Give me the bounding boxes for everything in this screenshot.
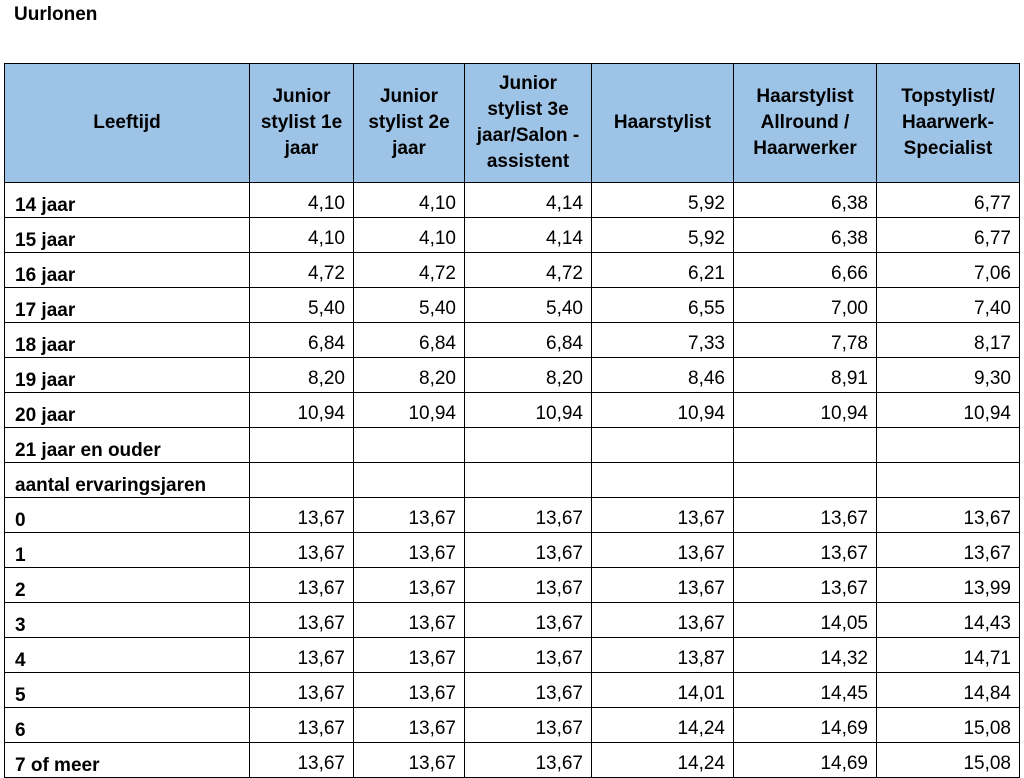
table-cell: 4,72 <box>354 253 465 288</box>
table-cell: 13,67 <box>354 743 465 778</box>
table-row <box>5 463 1020 498</box>
table-cell: 13,99 <box>877 568 1020 603</box>
table-row <box>5 393 1020 428</box>
table-cell: 13,67 <box>250 533 354 568</box>
table-row <box>5 358 1020 393</box>
table-cell: 13,67 <box>734 498 877 533</box>
table-cell: 7,06 <box>877 253 1020 288</box>
row-label: 19 jaar <box>5 358 250 393</box>
column-header-junior-2: Junior stylist 2e jaar <box>354 64 465 183</box>
table-cell: 4,10 <box>250 183 354 218</box>
table-cell <box>592 428 734 463</box>
table-cell <box>877 428 1020 463</box>
table-cell: 10,94 <box>734 393 877 428</box>
table-cell: 13,67 <box>465 708 592 743</box>
table-cell <box>354 463 465 498</box>
table-row <box>5 743 1020 778</box>
table-cell: 4,10 <box>250 218 354 253</box>
table-cell <box>592 463 734 498</box>
table-header-row <box>5 64 1020 183</box>
table-cell: 13,67 <box>250 568 354 603</box>
table-cell: 14,01 <box>592 673 734 708</box>
table-cell: 4,10 <box>354 218 465 253</box>
table-cell: 13,67 <box>592 603 734 638</box>
table-cell: 14,69 <box>734 743 877 778</box>
table-cell: 13,67 <box>877 498 1020 533</box>
row-label: 16 jaar <box>5 253 250 288</box>
table-cell <box>250 428 354 463</box>
table-cell <box>354 428 465 463</box>
table-row <box>5 218 1020 253</box>
table-cell: 6,77 <box>877 183 1020 218</box>
row-label: 21 jaar en ouder <box>5 428 250 463</box>
table-cell: 8,17 <box>877 323 1020 358</box>
table-cell <box>465 463 592 498</box>
table-cell: 14,43 <box>877 603 1020 638</box>
table-cell: 13,67 <box>250 673 354 708</box>
table-row <box>5 183 1020 218</box>
table-cell: 13,67 <box>354 533 465 568</box>
row-label: aantal ervaringsjaren <box>5 463 250 498</box>
table-cell: 13,67 <box>354 498 465 533</box>
table-cell: 13,67 <box>250 638 354 673</box>
table-row <box>5 708 1020 743</box>
row-label: 6 <box>5 708 250 743</box>
table-cell: 10,94 <box>592 393 734 428</box>
table-cell: 5,40 <box>250 288 354 323</box>
table-row <box>5 603 1020 638</box>
table-cell: 10,94 <box>354 393 465 428</box>
table-cell: 14,84 <box>877 673 1020 708</box>
table-cell: 5,40 <box>354 288 465 323</box>
table-cell: 13,67 <box>250 708 354 743</box>
table-row <box>5 498 1020 533</box>
row-label: 5 <box>5 673 250 708</box>
table-cell: 14,71 <box>877 638 1020 673</box>
table-cell: 14,32 <box>734 638 877 673</box>
table-cell: 9,30 <box>877 358 1020 393</box>
table-cell: 14,69 <box>734 708 877 743</box>
table-cell: 8,91 <box>734 358 877 393</box>
row-label: 14 jaar <box>5 183 250 218</box>
table-cell: 5,92 <box>592 218 734 253</box>
table-row <box>5 568 1020 603</box>
table-cell: 13,67 <box>250 603 354 638</box>
page-title: Uurlonen <box>14 4 98 25</box>
table-cell: 13,67 <box>465 568 592 603</box>
table-cell: 14,05 <box>734 603 877 638</box>
table-cell: 6,66 <box>734 253 877 288</box>
table-cell: 8,46 <box>592 358 734 393</box>
table-cell: 4,72 <box>465 253 592 288</box>
table-cell: 8,20 <box>354 358 465 393</box>
table-cell: 5,40 <box>465 288 592 323</box>
column-header-leeftijd: Leeftijd <box>5 64 250 183</box>
table-cell: 13,67 <box>465 603 592 638</box>
table-row <box>5 253 1020 288</box>
table-cell: 13,67 <box>465 673 592 708</box>
table-cell: 6,84 <box>354 323 465 358</box>
table-cell: 6,84 <box>465 323 592 358</box>
table-cell: 14,24 <box>592 743 734 778</box>
table-row <box>5 288 1020 323</box>
row-label: 7 of meer <box>5 743 250 778</box>
wage-table <box>4 63 1020 778</box>
table-cell: 13,67 <box>354 638 465 673</box>
table-cell: 13,67 <box>250 498 354 533</box>
table-cell <box>734 463 877 498</box>
table-cell: 6,38 <box>734 218 877 253</box>
table-cell <box>465 428 592 463</box>
table-cell: 5,92 <box>592 183 734 218</box>
table-row <box>5 323 1020 358</box>
table-cell: 4,14 <box>465 183 592 218</box>
table-cell <box>250 463 354 498</box>
row-label: 0 <box>5 498 250 533</box>
table-cell: 13,67 <box>354 603 465 638</box>
table-cell: 14,45 <box>734 673 877 708</box>
column-header-haarstylist: Haarstylist <box>592 64 734 183</box>
table-cell: 8,20 <box>465 358 592 393</box>
row-label: 3 <box>5 603 250 638</box>
table-cell: 10,94 <box>250 393 354 428</box>
table-row <box>5 533 1020 568</box>
table-cell: 10,94 <box>465 393 592 428</box>
row-label: 15 jaar <box>5 218 250 253</box>
table-cell: 13,87 <box>592 638 734 673</box>
row-label: 18 jaar <box>5 323 250 358</box>
table-cell: 13,67 <box>465 533 592 568</box>
table-row <box>5 673 1020 708</box>
table-row <box>5 638 1020 673</box>
table-cell: 6,77 <box>877 218 1020 253</box>
table-cell: 13,67 <box>250 743 354 778</box>
table-cell: 13,67 <box>734 533 877 568</box>
table-cell: 13,67 <box>592 533 734 568</box>
table-cell: 13,67 <box>592 498 734 533</box>
column-header-junior-1: Junior stylist 1e jaar <box>250 64 354 183</box>
table-cell: 13,67 <box>354 568 465 603</box>
table-cell: 15,08 <box>877 708 1020 743</box>
table-cell: 13,67 <box>354 708 465 743</box>
table-cell: 13,67 <box>465 498 592 533</box>
table-cell: 7,00 <box>734 288 877 323</box>
row-label: 20 jaar <box>5 393 250 428</box>
table-cell: 6,38 <box>734 183 877 218</box>
row-label: 4 <box>5 638 250 673</box>
table-cell: 4,72 <box>250 253 354 288</box>
row-label: 1 <box>5 533 250 568</box>
table-cell: 8,20 <box>250 358 354 393</box>
table-cell: 13,67 <box>734 568 877 603</box>
table-cell: 13,67 <box>465 743 592 778</box>
table-cell: 13,67 <box>354 673 465 708</box>
row-label: 17 jaar <box>5 288 250 323</box>
column-header-topstylist: Topstylist/ Haarwerk-Specialist <box>877 64 1020 183</box>
table-cell: 7,40 <box>877 288 1020 323</box>
column-header-junior-3: Junior stylist 3e jaar/Salon -assistent <box>465 64 592 183</box>
table-row <box>5 428 1020 463</box>
table-cell: 14,24 <box>592 708 734 743</box>
row-label: 2 <box>5 568 250 603</box>
table-cell: 7,33 <box>592 323 734 358</box>
table-cell: 6,84 <box>250 323 354 358</box>
table-cell: 15,08 <box>877 743 1020 778</box>
table-cell: 10,94 <box>877 393 1020 428</box>
table-cell: 4,10 <box>354 183 465 218</box>
table-cell: 13,67 <box>465 638 592 673</box>
table-cell: 6,21 <box>592 253 734 288</box>
table-cell: 6,55 <box>592 288 734 323</box>
column-header-allround: Haarstylist Allround / Haarwerker <box>734 64 877 183</box>
table-cell: 4,14 <box>465 218 592 253</box>
table-cell: 13,67 <box>592 568 734 603</box>
table-cell <box>734 428 877 463</box>
table-cell: 7,78 <box>734 323 877 358</box>
table-cell <box>877 463 1020 498</box>
table-cell: 13,67 <box>877 533 1020 568</box>
